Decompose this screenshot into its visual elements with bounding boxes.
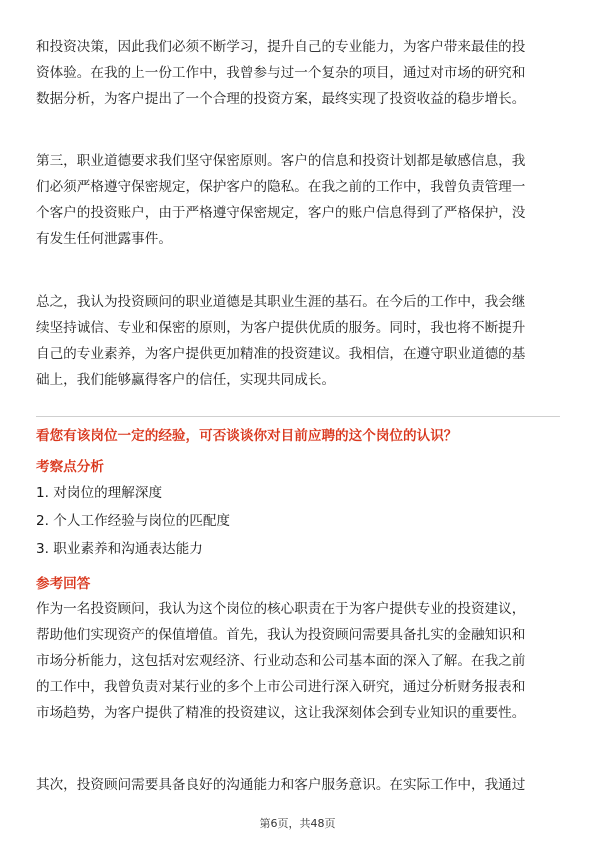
text-line: 帮助他们实现资产的保值增值。首先，我认为投资顾问需要具备扎实的金融知识和 — [36, 627, 526, 643]
section-divider — [36, 416, 560, 417]
analysis-item: 3. 职业素养和沟通表达能力 — [36, 541, 203, 557]
text-line: 自己的专业素养，为客户提供更加精准的投资建议。我相信，在遵守职业道德的基 — [36, 346, 526, 362]
paragraph-conclusion — [36, 289, 560, 393]
page-number: 第6页，共48页 — [259, 817, 336, 830]
text-line: 和投资决策，因此我们必须不断学习，提升自己的专业能力，为客户带来最佳的投 — [36, 39, 526, 55]
analysis-item: 2. 个人工作经验与岗位的匹配度 — [36, 513, 231, 529]
analysis-item: 1. 对岗位的理解深度 — [36, 485, 163, 501]
text-line: 的工作中，我曾负责对某行业的多个上市公司进行深入研究，通过分析财务报表和 — [36, 679, 526, 695]
text-line: 有发生任何泄露事件。 — [36, 231, 172, 247]
text-line: 其次，投资顾问需要具备良好的沟通能力和客户服务意识。在实际工作中，我通过 — [36, 777, 526, 793]
paragraph-investment-experience — [36, 34, 560, 112]
answer-paragraph-role — [36, 596, 560, 726]
text-line: 作为一名投资顾问，我认为这个岗位的核心职责在于为客户提供专业的投资建议， — [36, 601, 526, 617]
text-line: 们必须严格遵守保密规定，保护客户的隐私。在我之前的工作中，我曾负责管理一 — [36, 179, 526, 195]
text-line: 总之，我认为投资顾问的职业道德是其职业生涯的基石。在今后的工作中，我会继 — [36, 294, 526, 310]
text-line: 础上，我们能够赢得客户的信任，实现共同成长。 — [36, 372, 336, 388]
analysis-title: 考察点分析 — [36, 459, 104, 475]
text-line: 第三，职业道德要求我们坚守保密原则。客户的信息和投资计划都是敏感信息，我 — [36, 153, 526, 169]
text-line: 资体验。在我的上一份工作中，我曾参与过一个复杂的项目，通过对市场的研究和 — [36, 65, 526, 81]
text-line: 个客户的投资账户，由于严格遵守保密规定，客户的账户信息得到了严格保护，没 — [36, 205, 526, 221]
text-line: 市场分析能力，这包括对宏观经济、行业动态和公司基本面的深入了解。在我之前 — [36, 653, 526, 669]
text-line: 市场趋势，为客户提供了精准的投资建议，这让我深刻体会到专业知识的重要性。 — [36, 705, 526, 721]
answer-paragraph-communication — [36, 772, 560, 798]
text-line: 数据分析，为客户提出了一个合理的投资方案，最终实现了投资收益的稳步增长。 — [36, 91, 526, 107]
answer-title: 参考回答 — [36, 576, 91, 592]
paragraph-confidentiality — [36, 148, 560, 252]
text-line: 续坚持诚信、专业和保密的原则，为客户提供优质的服务。同时，我也将不断提升 — [36, 320, 526, 336]
interview-question: 看您有该岗位一定的经验，可否谈谈你对目前应聘的这个岗位的认识？ — [36, 428, 458, 444]
